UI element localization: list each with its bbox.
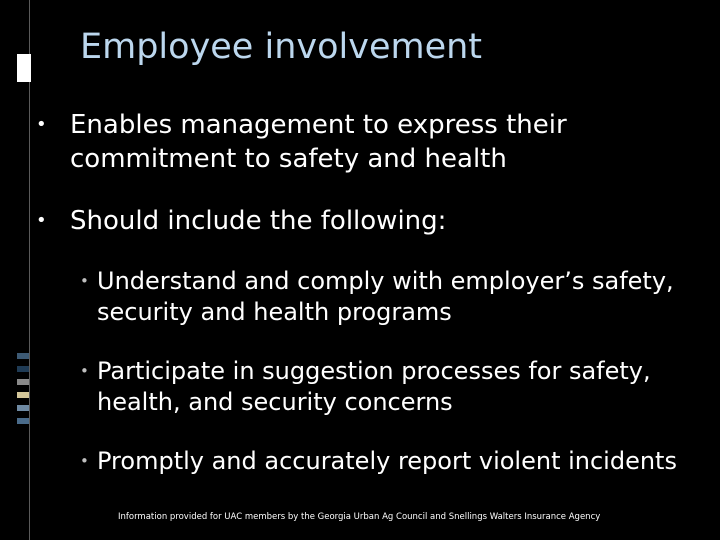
sub-bullet-icon: • xyxy=(80,362,89,380)
footer-credit: Information provided for UAC members by the Georgia Urban Ag Council and Snellings Walters Insurance Agency xyxy=(118,512,601,522)
sub-bullet-icon: • xyxy=(80,452,89,470)
bullet-item xyxy=(24,204,704,238)
bullet-text: Should include the following: xyxy=(70,206,447,236)
slide-title: Employee involvement xyxy=(80,27,483,67)
sub-bullet-item xyxy=(72,446,704,477)
slide-content xyxy=(24,108,704,505)
sub-bullet-text: Participate in suggestion processes for safety, health, and security concerns xyxy=(97,357,651,416)
sub-bullet-item xyxy=(72,356,704,418)
title-accent-block xyxy=(17,54,31,82)
sub-bullet-icon: • xyxy=(80,272,89,290)
sub-bullet-text: Understand and comply with employer’s safety, security and health programs xyxy=(97,267,674,326)
bullet-text: Enables management to express their commitment to safety and health xyxy=(70,110,567,174)
sub-bullet-item xyxy=(72,266,704,328)
bullet-icon: • xyxy=(36,114,47,135)
bullet-item xyxy=(24,108,704,176)
sub-bullet-text: Promptly and accurately report violent incidents xyxy=(97,447,677,475)
bullet-icon: • xyxy=(36,210,47,231)
sub-bullet-list xyxy=(24,266,704,477)
